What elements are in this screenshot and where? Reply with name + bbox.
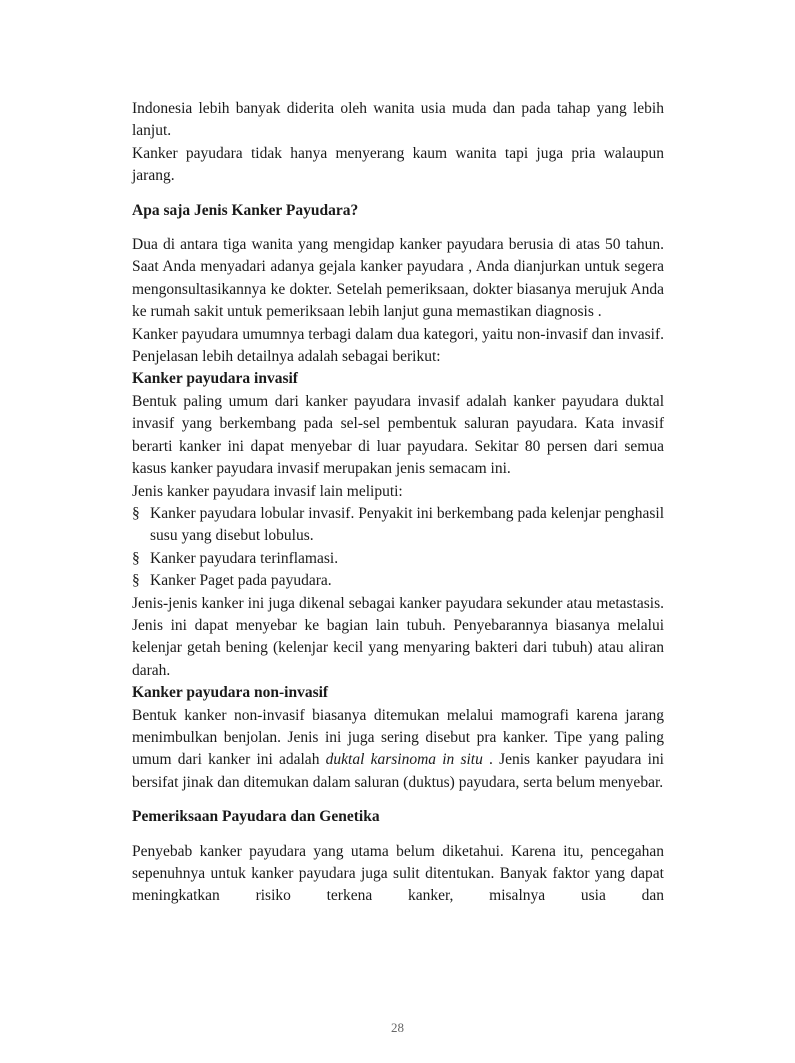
bullet-marker: § bbox=[132, 549, 140, 567]
types-paragraph-2: Kanker payudara umumnya terbagi dalam dua kategori, yaitu non-invasif dan invasif. Penjelasan lebih detailnya adalah sebagai berikut: bbox=[132, 325, 664, 366]
invasive-list-intro: Jenis kanker payudara invasif lain meliputi: bbox=[132, 482, 403, 500]
noninvasive-text-b: . Jenis kanker payudara ini bersifat jinak dan ditemukan dalam saluran (duktus) payudara, serta belum menyebar. bbox=[132, 751, 664, 791]
noninvasive-text-a: Bentuk kanker non-invasif biasanya ditemukan melalui mamografi karena jarang menimbulkan benjolan. Jenis ini juga sering disebut pra kanker. Tipe yang paling umum dari kanker ini adalah bbox=[132, 706, 664, 769]
invasive-paragraph-2: Jenis-jenis kanker ini juga dikenal sebagai kanker payudara sekunder atau metastasis. Jenis ini dapat menyebar ke bagian lain tubuh. Penyebarannya biasanya melalui kelenjar getah bening (kelenjar kecil yang menyaring bakteri dari tubuh) atau aliran darah. bbox=[132, 594, 664, 679]
list-item bbox=[132, 570, 664, 592]
list-item-text: Kanker Paget pada payudara. bbox=[150, 572, 332, 590]
list-item bbox=[132, 548, 664, 570]
invasive-paragraph-1: Bentuk paling umum dari kanker payudara invasif adalah kanker payudara duktal invasif yang berkembang pada sel-sel pembentuk saluran payudara. Kata invasif berarti kanker ini dapat menyebar di luar payudara. Sekitar 80 persen dari semua kasus kanker payudara invasif merupakan jenis semacam ini. bbox=[132, 392, 664, 478]
genetics-paragraph-1: Penyebab kanker payudara yang utama belum diketahui. Karena itu, pencegahan sepenuhnya untuk kanker payudara juga sulit ditentukan. Banyak faktor yang dapat meningkatkan risiko terkena kanker, misalnya usia dan bbox=[132, 842, 664, 905]
bullet-marker: § bbox=[132, 504, 140, 522]
subheading-invasive: Kanker payudara invasif bbox=[132, 370, 298, 388]
intro-paragraph-2: Kanker payudara tidak hanya menyerang kaum wanita tapi juga pria walaupun jarang. bbox=[132, 144, 664, 185]
intro-paragraph-1: Indonesia lebih banyak diderita oleh wanita usia muda dan pada tahap yang lebih lanjut. bbox=[132, 100, 664, 140]
bullet-marker: § bbox=[132, 572, 140, 590]
list-item-text: Kanker payudara lobular invasif. Penyakit ini berkembang pada kelenjar penghasil susu yang disebut lobulus. bbox=[150, 504, 664, 545]
types-paragraph-1: Dua di antara tiga wanita yang mengidap kanker payudara berusia di atas 50 tahun. Saat Anda menyadari adanya gejala kanker payudara , Anda dianjurkan untuk segera mengonsultasikannya ke dokter. Setelah pemeriksaan, dokter biasanya merujuk Anda ke rumah sakit untuk pemeriksaan lebih lanjut guna memastikan diagnosis . bbox=[132, 236, 664, 321]
list-item bbox=[132, 503, 664, 548]
noninvasive-term-italic: duktal karsinoma in situ bbox=[325, 751, 483, 769]
noninvasive-paragraph bbox=[132, 705, 664, 795]
section-heading-types: Apa saja Jenis Kanker Payudara? bbox=[132, 201, 359, 219]
page-number: 28 bbox=[391, 1020, 404, 1035]
subheading-noninvasive: Kanker payudara non-invasif bbox=[132, 684, 329, 702]
page-content bbox=[132, 98, 664, 908]
list-item-text: Kanker payudara terinflamasi. bbox=[150, 549, 339, 567]
section-heading-genetics: Pemeriksaan Payudara dan Genetika bbox=[132, 808, 380, 826]
